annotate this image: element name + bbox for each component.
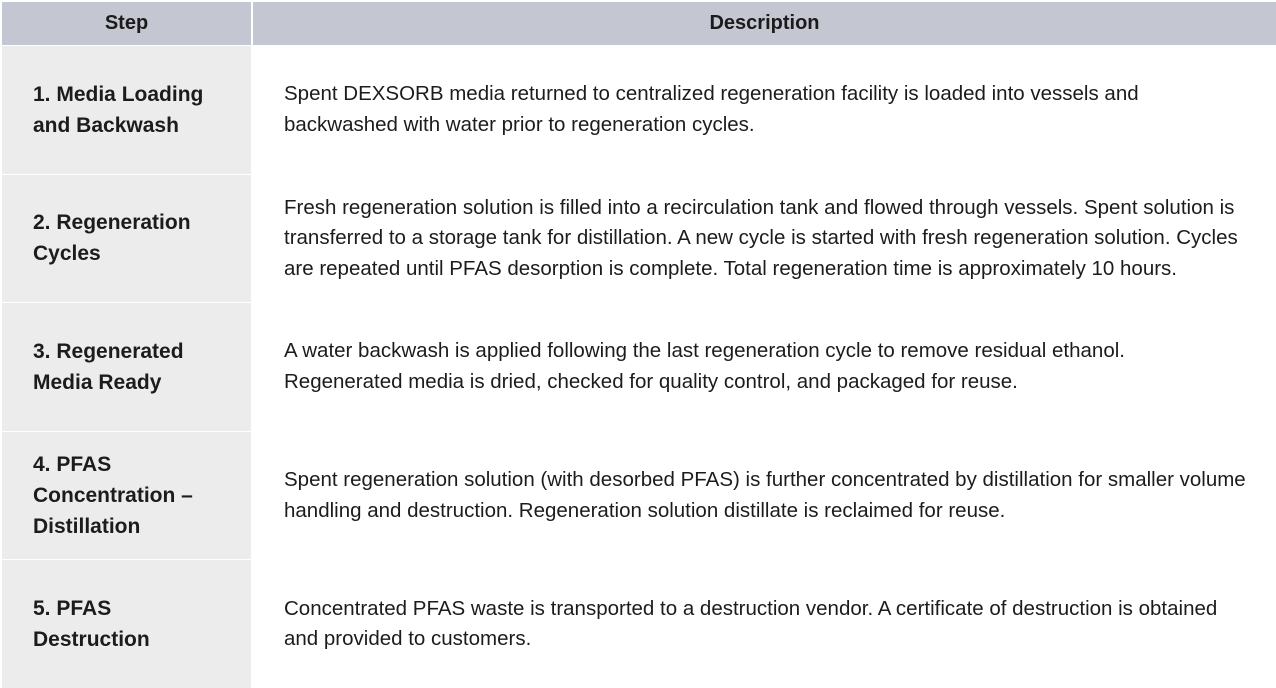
step-cell-1 — [2, 46, 251, 174]
description-text-3: A water backwash is applied following the last regeneration cycle to remove residual ethanol. Regenerated media is dried, checked for quality control, and packaged for reuse. — [284, 339, 1125, 393]
step-label-4: 4. PFAS Concentration – Distillation — [33, 453, 193, 539]
step-cell-5 — [2, 560, 251, 688]
step-label-2: 2. Regeneration Cycles — [33, 211, 191, 266]
header-step: Step — [2, 2, 251, 45]
step-cell-2 — [2, 175, 251, 303]
step-cell-3 — [2, 303, 251, 431]
step-cell-4 — [2, 432, 251, 560]
description-cell-3 — [253, 303, 1276, 431]
step-label-5: 5. PFAS Destruction — [33, 597, 150, 652]
header-description: Description — [253, 2, 1276, 45]
description-text-2: Fresh regeneration solution is filled into a recirculation tank and flowed through vessels. Spent solution is transferred to a storage tank for distillation. A new cycle is started with fresh regeneration solution. Cycles are repeated until PFAS desorption is complete. Total regeneration time is approximately 10 hours. — [284, 195, 1238, 280]
step-label-3: 3. Regenerated Media Ready — [33, 339, 184, 394]
description-cell-5 — [253, 560, 1276, 688]
description-text-1: Spent DEXSORB media returned to centralized regeneration facility is loaded into vessels and backwashed with water prior to regeneration cycles. — [284, 82, 1139, 136]
description-cell-1 — [253, 46, 1276, 174]
description-cell-2 — [253, 175, 1276, 303]
process-table — [2, 2, 1276, 688]
step-label-1: 1. Media Loading and Backwash — [33, 82, 204, 137]
description-text-5: Concentrated PFAS waste is transported to a destruction vendor. A certificate of destruction is obtained and provided to customers. — [284, 596, 1218, 651]
description-cell-4 — [253, 432, 1276, 560]
description-text-4: Spent regeneration solution (with desorbed PFAS) is further concentrated by distillation for smaller volume handling and destruction. Regeneration solution distillate is reclaimed for reuse. — [284, 468, 1246, 522]
